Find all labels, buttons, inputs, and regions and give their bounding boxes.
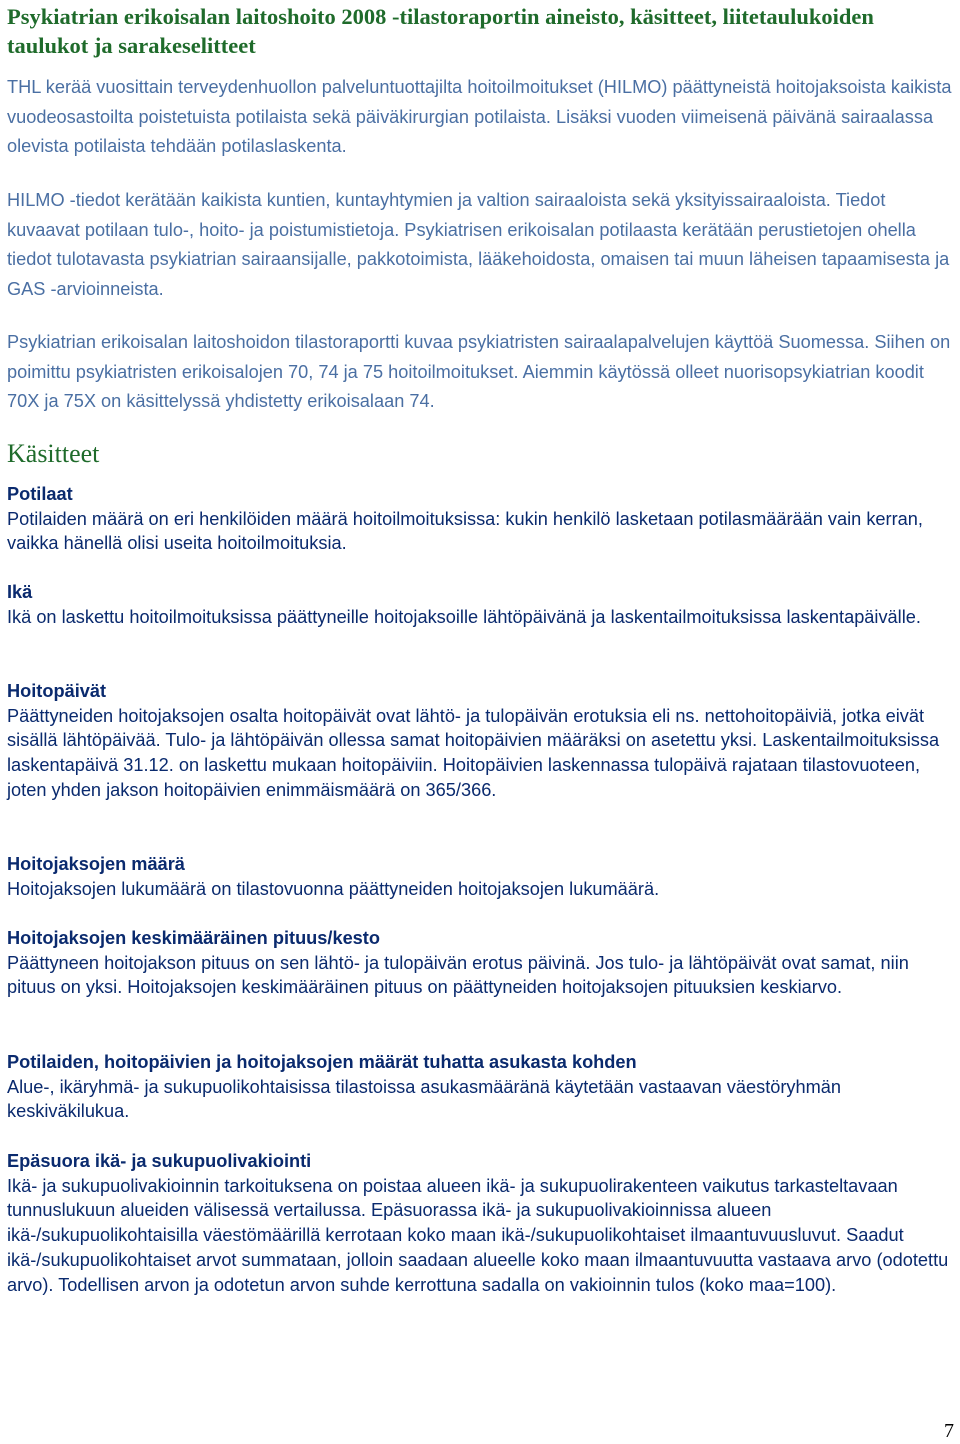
term-definition: Alue-, ikäryhmä- ja sukupuolikohtaisissa tilastoissa asukasmääränä käytetään vastaavan väestöryhmän keskiväkilukua. (7, 1076, 842, 1122)
term-title: Epäsuora ikä- ja sukupuolivakiointi (7, 1151, 312, 1171)
term-epasuora-vakiointi (7, 1149, 957, 1297)
term-definition: Päättyneiden hoitojaksojen osalta hoitopäivät ovat lähtö- ja tulopäivän erotuksia eli ns. nettohoitopäiviä, jotka eivät sisällä lähtöpäivää. Tulo- ja lähtöpäivän ollessa samat hoitopäivien määräksi on asetettu yksi. Laskentailmoituksissa laskentapäivä 31.12. on laskettu mukaan hoitopäiviin. Hoitopäivien laskennassa tulopäivä rajataan tilastovuoteen, joten yhden jakson hoitopäivien enimmäismäärä on 365/366. (7, 705, 940, 800)
term-keskimaarainen-pituus (7, 926, 957, 1000)
intro-paragraph: THL kerää vuosittain terveydenhuollon palveluntuottajilta hoitoilmoitukset (HILMO) päättyneistä hoitojaksoista kaikista vuodeosastoilta poistetuista potilaista sekä päiväkirurgian potilaista. Lisäksi vuoden viimeisenä päivänä sairaalassa olevista potilaista tehdään potilaslaskenta. (7, 77, 952, 156)
term-hoitojaksojen-maara (7, 852, 957, 901)
term-title: Hoitopäivät (7, 681, 107, 701)
term-definition: Ikä on laskettu hoitoilmoituksissa päättyneille hoitojaksoille lähtöpäivänä ja laskentailmoituksissa laskentapäivälle. (7, 606, 921, 627)
term-title: Ikä (7, 582, 33, 602)
term-definition: Potilaiden määrä on eri henkilöiden määrä hoitoilmoituksissa: kukin henkilö lasketaan potilasmäärään vain kerran, vaikka hänellä olisi useita hoitoilmoituksia. (7, 508, 923, 554)
term-definition: Hoitojaksojen lukumäärä on tilastovuonna päättyneiden hoitojaksojen lukumäärä. (7, 878, 660, 899)
term-definition: Päättyneen hoitojakson pituus on sen lähtö- ja tulopäivän erotus päivinä. Jos tulo- ja lähtöpäivät ovat samat, niin pituus on yksi. Hoitojaksojen keskimääräinen pituus on päättyneiden hoitojaksojen pituuksien keskiarvo. (7, 952, 909, 998)
intro-paragraph: Psykiatrian erikoisalan laitoshoidon tilastoraportti kuvaa psykiatristen sairaalapalvelujen käyttöä Suomessa. Siihen on poimittu psykiatristen erikoisalojen 70, 74 ja 75 hoitoilmoitukset. Aiemmin käytössä olleet nuorisopsykiatrian koodit 70X ja 75X on käsittelyssä yhdistetty erikoisalaan 74. (7, 332, 951, 411)
term-ika (7, 580, 957, 629)
term-title: Potilaiden, hoitopäivien ja hoitojaksojen määrät tuhatta asukasta kohden (7, 1052, 637, 1072)
term-title: Potilaat (7, 484, 73, 504)
term-title: Hoitojaksojen määrä (7, 854, 185, 874)
section-title: Käsitteet (7, 439, 100, 468)
term-definition: Ikä- ja sukupuolivakioinnin tarkoituksena on poistaa alueen ikä- ja sukupuolirakenteen vaikutus tarkasteltavaan tunnuslukuun alueiden välisessä vertailussa. Epäsuorassa ikä- ja sukupuolivakioinnissa alueen ikä-/sukupuolikohtaisilla väestömäärillä kerrotaan koko maan ikä-/sukupuolikohtaiset ilmaantuvuusluvut. Saadut ikä-/sukupuolikohtaiset arvot summataan, jolloin saadaan alueelle koko maan ilmaantuvuutta vastaava arvo (odotettu arvo). Todellisen arvon ja odotetun arvon suhde kerrottuna sadalla on vakioinnin tulos (koko maa=100). (7, 1175, 949, 1295)
term-hoitopaivat (7, 679, 957, 803)
page-title: Psykiatrian erikoisalan laitoshoito 2008 -tilastoraportin aineisto, käsitteet, liitetaulukoiden taulukot ja sarakeselitteet (7, 4, 874, 58)
term-potilaat (7, 482, 957, 556)
intro-paragraph: HILMO -tiedot kerätään kaikista kuntien, kuntayhtymien ja valtion sairaaloista sekä yksityissairaaloista. Tiedot kuvaavat potilaan tulo-, hoito- ja poistumistietoja. Psykiatrisen erikoisalan potilaasta kerätään perustietojen ohella tiedot tulotavasta psykiatrian sairaansijalle, pakkotoimista, lääkehoidosta, omaisen tai muun läheisen tapaamisesta ja GAS -arvioinneista. (7, 190, 950, 299)
term-maarat-tuhatta-asukasta (7, 1050, 957, 1124)
page-number: 7 (944, 1420, 954, 1442)
term-title: Hoitojaksojen keskimääräinen pituus/kesto (7, 928, 380, 948)
